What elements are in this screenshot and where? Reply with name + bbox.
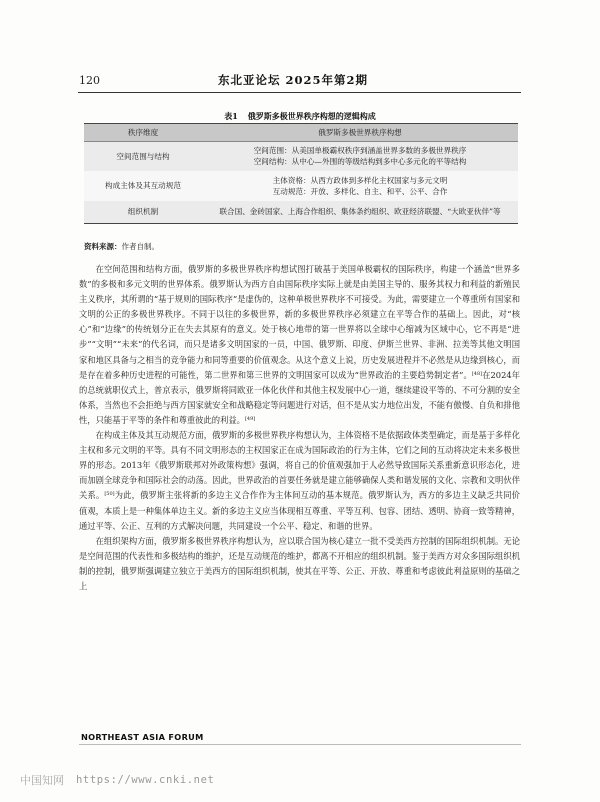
row-line: 互动规范：开放、多样化、自主、和平、公平、合作 — [272, 186, 448, 196]
paragraph-text: 在2024年的总统就职仪式上，普京表示，俄罗斯将同欧亚一体化伙伴和其他主权发展中心一道，继续建设平等的、不可分割的安全体系，当然也不会拒绝与西方国家就安全和战略稳定等问题进行对话，但不是从实力地位出发，不能有傲慢、自负和排他性，只能基于平等的条件和尊重彼此的利益。 — [79, 369, 520, 425]
page-number: 120 — [79, 74, 100, 87]
source-text: 作者自制。 — [121, 242, 159, 251]
journal-title: 东北亚论坛 2025年第2期 — [218, 73, 369, 87]
citation-ref: [50] — [104, 491, 115, 498]
citation-ref: [48] — [471, 370, 483, 377]
article-body — [79, 262, 520, 594]
table-caption-text: 俄罗斯多极世界秩序构想的逻辑构成 — [247, 111, 376, 121]
col-header-dimension: 秩序维度 — [84, 124, 202, 142]
row-line: 空间范围：从美国单极霸权秩序到涵盖世界多数的多极世界秩序 — [253, 146, 467, 156]
citation-ref: [49] — [244, 415, 256, 422]
row-content — [202, 201, 518, 224]
table-caption — [0, 111, 600, 122]
cnki-url: https://www.cnki.net — [76, 774, 215, 786]
logic-structure-table — [84, 123, 518, 224]
paragraph-spatial-scope — [79, 262, 520, 428]
table-source-note — [84, 241, 159, 252]
row-content — [202, 142, 518, 171]
paragraph-text: 为此，俄罗斯主张将新的多边主义合作作为主体间互动的基本规范。俄罗斯认为，西方的多边主义缺乏共同价值观，本质上是一种集体单边主义。新的多边主义应当体现相互尊重、平等互利、包容、团结、透明、协商一致等精神，通过平等、公正、互利的方式解决问题，共同建设一个公平、稳定、和谐的世界。 — [79, 490, 520, 531]
table-row — [84, 201, 518, 224]
row-line: 联合国、金砖国家、上海合作组织、集体条约组织、欧亚经济联盟、“大欧亚伙伴”等 — [219, 207, 501, 217]
row-content — [202, 171, 518, 201]
cnki-watermark — [20, 772, 214, 788]
paragraph-organization — [79, 534, 520, 594]
footer-journal-name: NORTHEAST ASIA FORUM — [81, 732, 204, 742]
row-line: 主体资格：从西方政体到多样化主权国家与多元文明 — [272, 175, 448, 185]
paragraph-text: 在空间范围和结构方面，俄罗斯的多极世界秩序构想试图打破基于美国单极霸权的国际秩序，构建一个涵盖“世界多数”的多极和多元文明的世界体系。俄罗斯认为西方自由国际秩序实际上就是由美国主导的、服务其权力和利益的新殖民主义秩序，其所谓的“基于规则的国际秩序”是虚伪的，这种单极世界秩序不可接受。为此，需要建立一个尊重所有国家和文明的公正的多极世界秩序。不同于以往的多极世界，新的多极世界秩序必须建立在平等合作的基础上。因此，对“核心”和“边缘”的传统划分正在失去其原有的意义。处于核心地带的第一世界将以全球中心缩减为区域中心，它不再是“进步”“文明”“未来”的代名词，而只是诸多文明国家的一员，中国、俄罗斯、印度、伊斯兰世界、非洲、拉美等其他文明国家和地区具备与之相当的竞争能力和同等重要的价值观念。从这个意义上说，历史发展进程并不必然是从边缘到核心，而是存在着多种历史进程的可能性，第二世界和第三世界的文明国家可以成为“世界政治的主要趋势制定者”。 — [79, 264, 520, 380]
table-row — [84, 142, 518, 171]
row-dimension: 空间范围与结构 — [116, 151, 170, 161]
row-dimension: 构成主体及其互动规范 — [105, 181, 181, 190]
source-label: 资料来源： — [84, 242, 122, 251]
cnki-logo: 中国知网 — [20, 774, 64, 787]
paragraph-actors-norms — [79, 428, 520, 534]
table-row — [84, 171, 518, 201]
header-rule — [78, 92, 521, 93]
col-header-concept: 俄罗斯多极世界秩序构想 — [202, 124, 518, 142]
table-header-row — [84, 124, 518, 142]
row-dimension: 组织机制 — [127, 207, 159, 217]
footer-rule — [79, 744, 521, 745]
paragraph-text: 在组织架构方面，俄罗斯多极世界秩序构想认为，应以联合国为核心建立一批不受美西方控制的国际组织机制。无论是空间范围的代表性和多极结构的维护，还是互动规范的维护，都离不开相应的组织机制。鉴于美西方对众多国际组织机制的控制，俄罗斯强调建立独立于美西方的国际组织机制，使其在平等、公正、开放、尊重和考虑彼此利益原则的基础之上 — [79, 535, 520, 591]
paragraph-text: 在构成主体及其互动规范方面，俄罗斯的多极世界秩序构想认为，主体资格不是依据政体类型确定，而是基于多样化主权和多元文明的平等。具有不同文明形态的主权国家正在成为国际政治的行为主体，它们之间的互动将决定未来多极世界的形态。2013年《俄罗斯联邦对外政策构想》强调，将自己的价值观强加于人必然导致国际关系重新意识形态化，进而加剧全球竞争和国际社会的动荡。因此，世界政治的首要任务就是建立能够确保人类和谐发展的文化、宗教和文明伙伴关系。 — [79, 430, 520, 501]
table-caption-number: 表1 — [224, 111, 238, 121]
row-line: 空间结构：从中心—外围的等级结构到多中心多元化的平等结构 — [253, 157, 467, 167]
